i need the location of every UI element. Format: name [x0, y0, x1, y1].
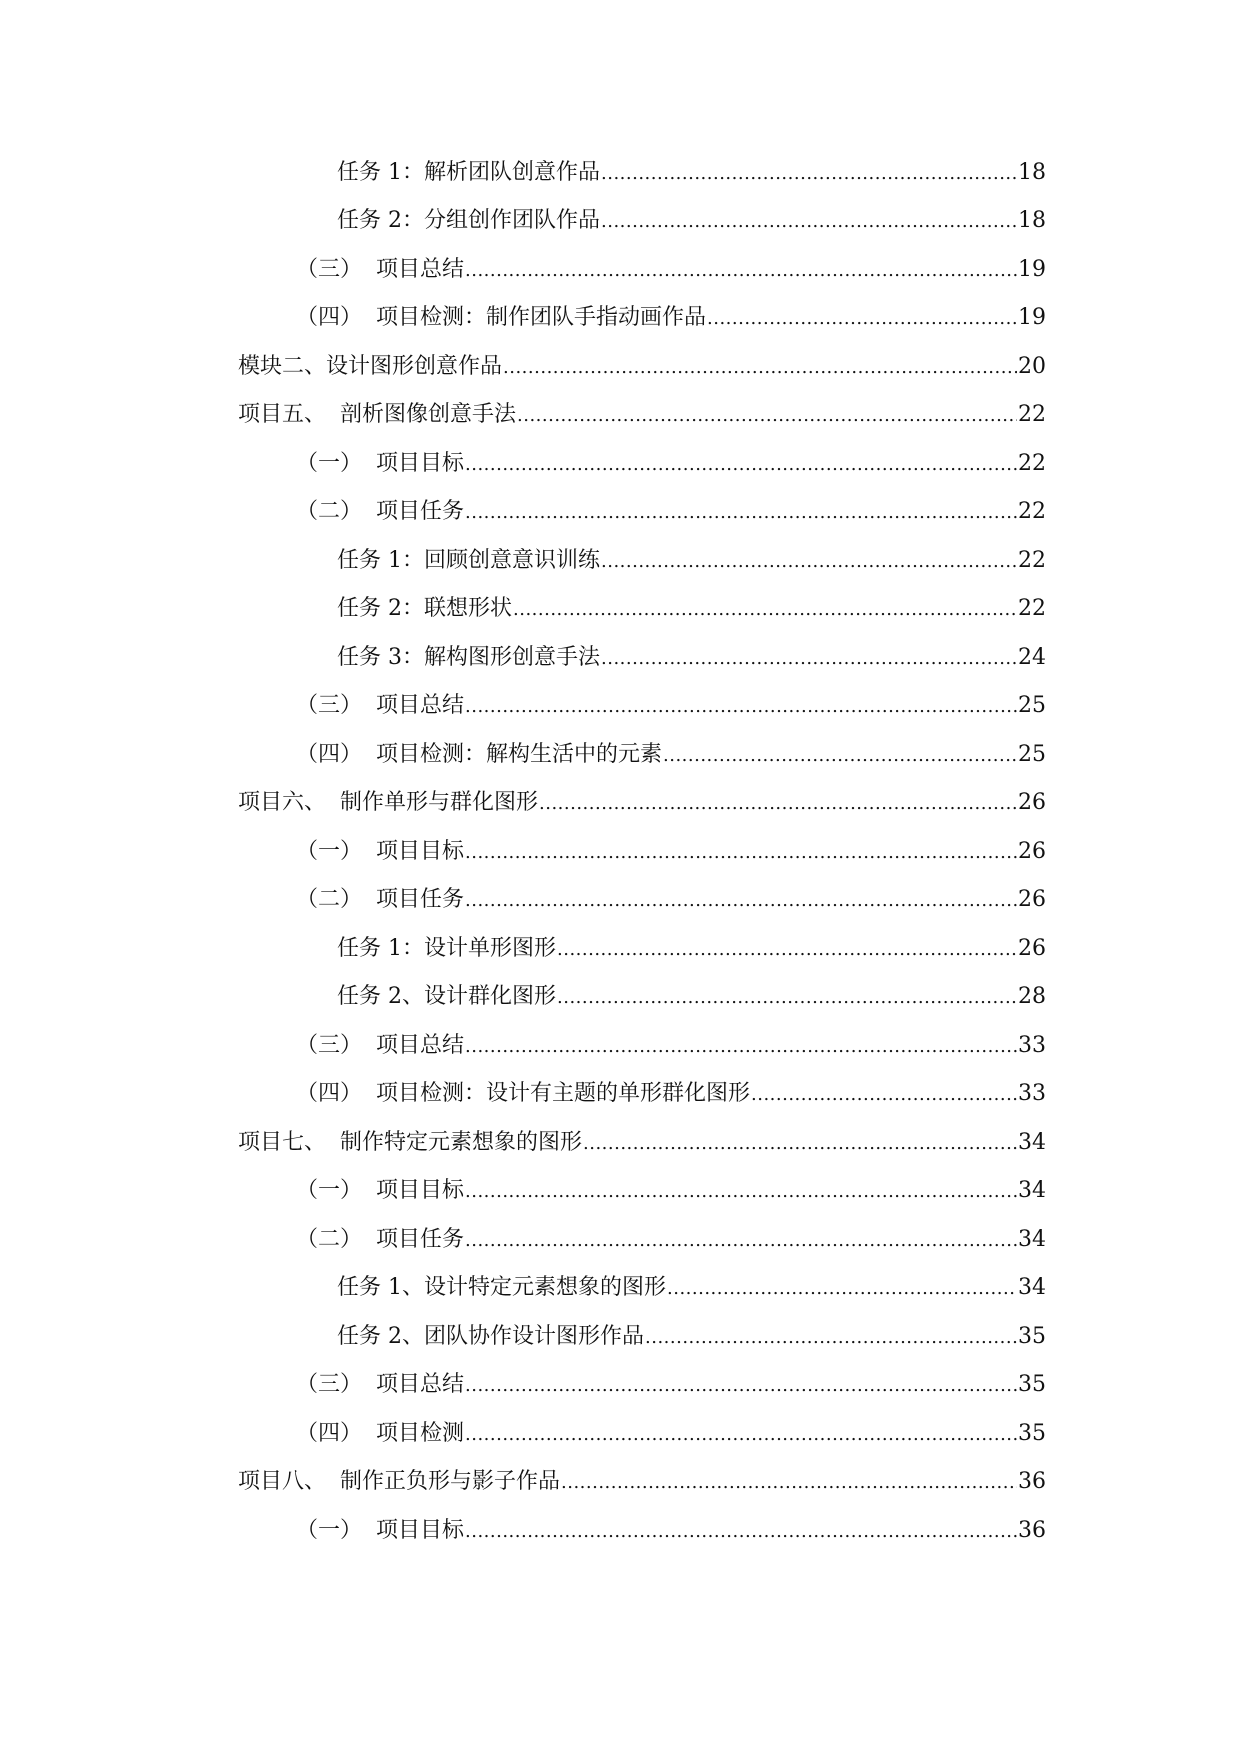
- toc-dot-leader: [601, 161, 1017, 187]
- toc-entry[interactable]: [0, 780, 1046, 829]
- toc-page-number: 34: [1018, 1129, 1046, 1155]
- toc-entry[interactable]: [0, 1507, 1046, 1556]
- toc-page-number: 35: [1018, 1420, 1046, 1446]
- toc-page-number: 26: [1018, 790, 1046, 816]
- toc-dot-leader: [557, 985, 1017, 1011]
- toc-entry-title: 任务 2、团队协作设计图形作品: [337, 1323, 644, 1349]
- toc-entry-link[interactable]: [337, 548, 1046, 575]
- toc-entry-title: （四） 项目检测: [296, 1420, 464, 1446]
- toc-entry[interactable]: [0, 1022, 1046, 1071]
- toc-entry-title: 任务 2、设计群化图形: [337, 984, 556, 1010]
- toc-page-number: 33: [1018, 1081, 1046, 1107]
- toc-entry[interactable]: [0, 1119, 1046, 1168]
- toc-entry-link[interactable]: [296, 1178, 1046, 1205]
- toc-entry-title: 任务 1：解析团队创意作品: [337, 159, 600, 185]
- toc-page-number: 19: [1018, 305, 1046, 331]
- toc-entry[interactable]: [0, 634, 1046, 683]
- toc-entry[interactable]: [0, 1071, 1046, 1120]
- toc-dot-leader: [465, 258, 1017, 284]
- toc-dot-leader: [465, 1519, 1017, 1545]
- toc-page-number: 36: [1018, 1469, 1046, 1495]
- toc-entry[interactable]: [0, 1265, 1046, 1314]
- toc-entry[interactable]: [0, 1410, 1046, 1459]
- toc-entry-title: 项目八、 制作正负形与影子作品: [238, 1469, 560, 1495]
- toc-page-number: 34: [1018, 1275, 1046, 1301]
- toc-page-number: 34: [1018, 1178, 1046, 1204]
- toc-entry-title: （一） 项目目标: [296, 1178, 464, 1204]
- toc-dot-leader: [663, 743, 1017, 769]
- toc-dot-leader: [539, 791, 1017, 817]
- toc-dot-leader: [601, 549, 1017, 575]
- toc-dot-leader: [517, 403, 1017, 429]
- toc-dot-leader: [751, 1082, 1017, 1108]
- toc-entry-title: 任务 3：解构图形创意手法: [337, 644, 600, 670]
- toc-entry-link[interactable]: [238, 790, 1046, 817]
- toc-entry[interactable]: [0, 440, 1046, 489]
- toc-dot-leader: [465, 840, 1017, 866]
- toc-entry-title: 任务 1：回顾创意意识训练: [337, 547, 600, 573]
- toc-entry[interactable]: [0, 1168, 1046, 1217]
- toc-entry[interactable]: [0, 1362, 1046, 1411]
- toc-entry[interactable]: [0, 149, 1046, 198]
- toc-dot-leader: [601, 209, 1017, 235]
- toc-entry-title: （三） 项目总结: [296, 1032, 464, 1058]
- toc-entry-title: 任务 1：设计单形图形: [337, 935, 556, 961]
- toc-page-number: 24: [1018, 644, 1046, 670]
- toc-entry[interactable]: [0, 295, 1046, 344]
- toc-entry-link[interactable]: [296, 257, 1046, 284]
- toc-entry-link[interactable]: [337, 645, 1046, 672]
- toc-entry[interactable]: [0, 877, 1046, 926]
- toc-page-number: 26: [1018, 935, 1046, 961]
- toc-entry-link[interactable]: [296, 887, 1046, 914]
- toc-dot-leader: [465, 694, 1017, 720]
- toc-dot-leader: [465, 1034, 1017, 1060]
- toc-page-number: 26: [1018, 838, 1046, 864]
- toc-dot-leader: [667, 1276, 1017, 1302]
- toc-page-number: 22: [1018, 596, 1046, 622]
- toc-entry-link[interactable]: [337, 936, 1046, 963]
- toc-dot-leader: [513, 597, 1017, 623]
- toc-entry-link[interactable]: [296, 1372, 1046, 1399]
- toc-entry[interactable]: [0, 974, 1046, 1023]
- toc-page-number: 26: [1018, 887, 1046, 913]
- toc-entry-title: 项目七、 制作特定元素想象的图形: [238, 1129, 582, 1155]
- toc-entry[interactable]: [0, 683, 1046, 732]
- toc-entry[interactable]: [0, 198, 1046, 247]
- toc-entry-link[interactable]: [238, 402, 1046, 429]
- toc-dot-leader: [465, 888, 1017, 914]
- toc-entry-link[interactable]: [337, 1275, 1046, 1302]
- toc-entry-title: （二） 项目任务: [296, 887, 464, 913]
- toc-page-number: 25: [1018, 693, 1046, 719]
- toc-entry[interactable]: [0, 1459, 1046, 1508]
- toc-entry[interactable]: [0, 1313, 1046, 1362]
- toc-page-number: 22: [1018, 402, 1046, 428]
- toc-entry-link[interactable]: [296, 1033, 1046, 1060]
- toc-entry-title: （二） 项目任务: [296, 1226, 464, 1252]
- toc-entry-title: （四） 项目检测：解构生活中的元素: [296, 741, 662, 767]
- toc-dot-leader: [465, 452, 1017, 478]
- toc-entry-link[interactable]: [337, 160, 1046, 187]
- toc-dot-leader: [561, 1470, 1017, 1496]
- toc-page-number: 18: [1018, 208, 1046, 234]
- toc-entry[interactable]: [0, 1216, 1046, 1265]
- toc-entry-link[interactable]: [296, 499, 1046, 526]
- toc-dot-leader: [503, 355, 1017, 381]
- toc-entry-link[interactable]: [238, 1130, 1046, 1157]
- toc-entry-link[interactable]: [296, 839, 1046, 866]
- toc-entry-title: （三） 项目总结: [296, 693, 464, 719]
- toc-dot-leader: [465, 1228, 1017, 1254]
- toc-entry-title: （三） 项目总结: [296, 1372, 464, 1398]
- toc-page-number: 20: [1018, 353, 1046, 379]
- toc-page-number: 22: [1018, 450, 1046, 476]
- toc-entry-title: （一） 项目目标: [296, 450, 464, 476]
- toc-entry-link[interactable]: [296, 1518, 1046, 1545]
- toc-entry-title: 任务 2：分组创作团队作品: [337, 208, 600, 234]
- toc-entry-title: 任务 2：联想形状: [337, 596, 512, 622]
- toc-dot-leader: [465, 500, 1017, 526]
- toc-page-number: 25: [1018, 741, 1046, 767]
- toc-entry[interactable]: [0, 925, 1046, 974]
- toc-entry[interactable]: [0, 392, 1046, 441]
- toc-dot-leader: [465, 1373, 1017, 1399]
- toc-page-number: 34: [1018, 1226, 1046, 1252]
- toc-page-number: 22: [1018, 499, 1046, 525]
- toc-entry-link[interactable]: [337, 984, 1046, 1011]
- toc-entry-title: （二） 项目任务: [296, 499, 464, 525]
- toc-dot-leader: [645, 1325, 1017, 1351]
- toc-page-number: 28: [1018, 984, 1046, 1010]
- toc-entry-title: （四） 项目检测：制作团队手指动画作品: [296, 305, 706, 331]
- toc-entry[interactable]: [0, 537, 1046, 586]
- toc-entry-title: 项目六、 制作单形与群化图形: [238, 790, 538, 816]
- toc-entry-link[interactable]: [337, 208, 1046, 235]
- toc-dot-leader: [601, 646, 1017, 672]
- toc-entry-title: （三） 项目总结: [296, 256, 464, 282]
- toc-entry-link[interactable]: [238, 1469, 1046, 1496]
- toc-entry-title: 任务 1、设计特定元素想象的图形: [337, 1275, 666, 1301]
- toc-page-number: 22: [1018, 547, 1046, 573]
- toc-entry-link[interactable]: [296, 1081, 1046, 1108]
- toc-entry-title: （一） 项目目标: [296, 838, 464, 864]
- toc-dot-leader: [557, 937, 1017, 963]
- toc-page-number: 19: [1018, 256, 1046, 282]
- toc-entry-title: （四） 项目检测：设计有主题的单形群化图形: [296, 1081, 750, 1107]
- toc-entry-link[interactable]: [296, 1421, 1046, 1448]
- toc-entry-title: （一） 项目目标: [296, 1517, 464, 1543]
- toc-entry[interactable]: [0, 343, 1046, 392]
- toc-dot-leader: [583, 1131, 1017, 1157]
- toc-dot-leader: [465, 1422, 1017, 1448]
- toc-entry[interactable]: [0, 731, 1046, 780]
- toc-entry-title: 项目五、 剖析图像创意手法: [238, 402, 516, 428]
- toc-entry-link[interactable]: [296, 451, 1046, 478]
- toc-entry-link[interactable]: [296, 693, 1046, 720]
- toc-entry-link[interactable]: [238, 354, 1046, 381]
- toc-entry-link[interactable]: [296, 742, 1046, 769]
- toc-entry[interactable]: [0, 489, 1046, 538]
- toc-entry[interactable]: [0, 586, 1046, 635]
- toc-dot-leader: [707, 306, 1017, 332]
- toc-page-number: 18: [1018, 159, 1046, 185]
- toc-entry-link[interactable]: [296, 305, 1046, 332]
- toc-entry-link[interactable]: [296, 1227, 1046, 1254]
- toc-page-number: 33: [1018, 1032, 1046, 1058]
- toc-dot-leader: [465, 1179, 1017, 1205]
- toc-entry[interactable]: [0, 828, 1046, 877]
- toc-entry[interactable]: [0, 246, 1046, 295]
- toc-entry-title: 模块二、设计图形创意作品: [238, 353, 503, 379]
- toc-entry-link[interactable]: [337, 1324, 1046, 1351]
- table-of-contents: [0, 149, 1240, 1556]
- toc-page-number: 35: [1018, 1323, 1046, 1349]
- toc-page-number: 35: [1018, 1372, 1046, 1398]
- toc-entry-link[interactable]: [337, 596, 1046, 623]
- toc-page-number: 36: [1018, 1517, 1046, 1543]
